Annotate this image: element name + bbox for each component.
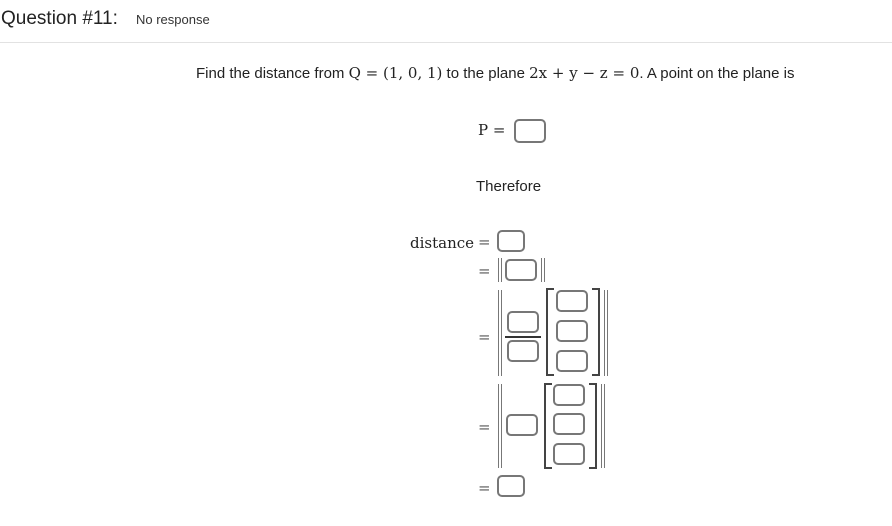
response-status: No response (136, 12, 210, 27)
norm-bar-left-2 (501, 258, 502, 282)
question-header (0, 0, 892, 43)
norm-vector-input[interactable] (505, 259, 537, 281)
prompt-text-before: Find the distance from (196, 65, 349, 82)
vector2-y-input[interactable] (553, 413, 585, 435)
final-distance-input[interactable] (497, 475, 525, 497)
vector1-y-input[interactable] (556, 320, 588, 342)
prompt-text-middle: to the plane (442, 65, 530, 82)
abs-bar-left-1 (498, 384, 499, 468)
question-prompt (196, 64, 795, 82)
matrix-bracket-right-1 (592, 288, 600, 376)
matrix-bracket-right-2 (589, 383, 597, 469)
fraction-bar (505, 336, 541, 338)
matrix-bracket-left-1 (546, 288, 554, 376)
abs-bar-left-2 (501, 384, 502, 468)
vector1-x-input[interactable] (556, 290, 588, 312)
point-p-input[interactable] (514, 119, 546, 143)
vector2-z-input[interactable] (553, 443, 585, 465)
point-q: Q = (1, 0, 1) (348, 64, 443, 82)
equals-sign-3: = (478, 328, 491, 346)
equals-sign-4: = (478, 418, 491, 436)
therefore-text: Therefore (476, 178, 542, 195)
distance-formula-input[interactable] (497, 230, 525, 252)
fraction-denominator-input[interactable] (507, 340, 539, 362)
norm-bar-right-4 (607, 290, 608, 376)
scalar-input[interactable] (506, 414, 538, 436)
norm-bar-left-4 (501, 290, 502, 376)
equals-sign-5: = (478, 479, 491, 497)
equals-sign-1: = (478, 233, 491, 251)
equals-sign-2: = (478, 262, 491, 280)
matrix-bracket-left-2 (544, 383, 552, 469)
norm-bar-right-2 (544, 258, 545, 282)
question-title: Question #11: (1, 8, 118, 29)
norm-bar-right-3 (604, 290, 605, 376)
abs-bar-right-1 (601, 384, 602, 468)
norm-bar-left-3 (498, 290, 499, 376)
norm-bar-left-1 (498, 258, 499, 282)
vector1-z-input[interactable] (556, 350, 588, 372)
abs-bar-right-2 (604, 384, 605, 468)
plane-equation: 2x + y − z = 0 (529, 64, 640, 82)
distance-label: distance (410, 234, 475, 252)
vector2-x-input[interactable] (553, 384, 585, 406)
prompt-text-after: . A point on the plane is (639, 65, 795, 82)
p-label: P = (478, 121, 506, 139)
fraction-numerator-input[interactable] (507, 311, 539, 333)
norm-bar-right-1 (541, 258, 542, 282)
